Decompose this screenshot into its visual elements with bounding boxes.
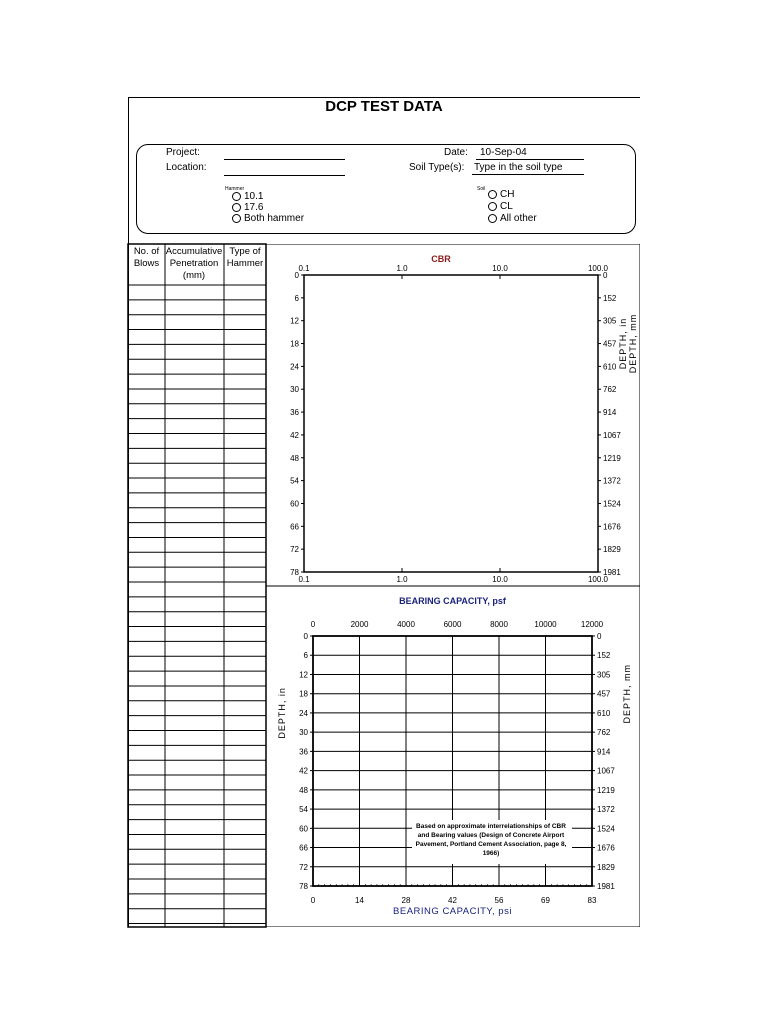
y2-tick-label: 610 xyxy=(603,362,617,372)
header-line: Accumulative xyxy=(165,246,223,257)
x-tick-label-top: 0 xyxy=(310,620,316,629)
date-value[interactable]: 10-Sep-04 xyxy=(480,147,527,158)
soil-types-field[interactable]: Type in the soil type xyxy=(474,162,563,173)
y-tick-label: 36 xyxy=(299,747,308,757)
location-label: Location: xyxy=(166,162,207,173)
plot-area xyxy=(304,275,598,572)
y2-tick-label: 1981 xyxy=(603,568,621,577)
y2-tick-label: 1981 xyxy=(597,882,615,891)
y2-tick-label: 1219 xyxy=(603,453,621,463)
y2-tick-label: 0 xyxy=(603,271,608,280)
y-tick-label: 6 xyxy=(294,293,299,303)
x2-tick-label-bottom: 42 xyxy=(448,896,457,905)
radio-label: CL xyxy=(500,201,513,212)
y2-tick-label: 914 xyxy=(597,747,611,757)
y2-tick-label: 1219 xyxy=(597,785,615,795)
y2-tick-label: 1676 xyxy=(597,843,615,853)
x-tick-label-top: 0.1 xyxy=(298,264,310,273)
y-tick-label: 30 xyxy=(290,385,299,395)
y-tick-label: 42 xyxy=(299,766,308,776)
chart-title: BEARING CAPACITY, psf xyxy=(399,596,506,606)
y-tick-label: 18 xyxy=(290,339,299,349)
x-tick-label-top: 10.0 xyxy=(492,264,508,273)
radio-label: All other xyxy=(500,213,537,224)
y2-tick-label: 305 xyxy=(603,316,617,326)
x-axis-label: BEARING CAPACITY, psi xyxy=(393,906,512,917)
x-tick-label-top: 6000 xyxy=(443,620,462,629)
x-tick-label-bottom: 100.0 xyxy=(587,575,609,584)
x2-tick-label-bottom: 83 xyxy=(587,896,597,905)
y2-tick-label: 1676 xyxy=(603,522,621,532)
radio-label: CH xyxy=(500,189,515,200)
hammer-caption: Hammer xyxy=(225,186,245,192)
y2-tick-label: 1372 xyxy=(603,476,621,486)
y-tick-label: 48 xyxy=(290,453,299,463)
y2-tick-label: 762 xyxy=(603,385,617,395)
y2-tick-label: 152 xyxy=(597,651,611,661)
y2-tick-label: 610 xyxy=(597,708,611,718)
y2-tick-label: 1372 xyxy=(597,805,615,815)
x-tick-label-top: 8000 xyxy=(490,620,508,629)
x-tick-label-bottom: 10.0 xyxy=(492,575,508,584)
y2-tick-label: 0 xyxy=(597,632,602,641)
y-tick-label: 72 xyxy=(299,862,308,872)
radio-label: Both hammer xyxy=(244,213,305,224)
y2-tick-label: 914 xyxy=(603,408,617,418)
y-tick-label: 24 xyxy=(299,708,308,718)
x-tick-label-top: 10000 xyxy=(534,620,557,629)
cbr-chart xyxy=(266,244,640,586)
x-tick-label-bottom: 1.0 xyxy=(396,575,408,584)
y2-tick-label: 457 xyxy=(603,339,617,349)
date-label: Date: xyxy=(444,147,468,158)
y-tick-label: 48 xyxy=(299,785,308,795)
soil-types-label: Soil Type(s): xyxy=(409,162,465,173)
y-tick-label: 18 xyxy=(299,689,308,699)
project-label: Project: xyxy=(166,147,200,158)
header-line: Hammer xyxy=(226,258,264,269)
y-tick-label: 0 xyxy=(294,271,299,280)
y2-tick-label: 1524 xyxy=(597,824,615,834)
x2-tick-label-bottom: 56 xyxy=(494,896,504,905)
x-tick-label-top: 4000 xyxy=(397,620,415,629)
header-line: No. of xyxy=(133,246,160,257)
y-tick-label: 78 xyxy=(299,882,308,891)
soil-caption: Soil xyxy=(477,186,486,192)
y-tick-label: 60 xyxy=(299,824,308,834)
y2-tick-label: 1524 xyxy=(603,499,621,509)
x2-tick-label-bottom: 28 xyxy=(401,896,411,905)
x2-tick-label-bottom: 14 xyxy=(355,896,364,905)
y-tick-label: 30 xyxy=(299,728,308,738)
y2-tick-label: 457 xyxy=(597,689,611,699)
table-border xyxy=(128,244,266,927)
y2-tick-label: 1829 xyxy=(597,862,615,872)
header-line: Penetration xyxy=(169,258,219,269)
radio-label: 17.6 xyxy=(244,202,264,213)
y-tick-label: 0 xyxy=(303,632,308,641)
bearing-capacity-chart xyxy=(266,586,640,927)
y-tick-label: 72 xyxy=(290,545,299,555)
y2-axis-label: DEPTH, mm xyxy=(622,663,632,724)
radio-label: 10.1 xyxy=(244,191,264,202)
y-tick-label: 42 xyxy=(290,430,299,440)
y-tick-label: 66 xyxy=(299,843,308,853)
y2-tick-label: 762 xyxy=(597,728,611,738)
chart-frame xyxy=(266,244,640,586)
y-tick-label: 36 xyxy=(290,408,299,418)
x2-tick-label-bottom: 0 xyxy=(310,896,316,905)
y-tick-label: 6 xyxy=(303,651,308,661)
y-axis-label: DEPTH, in xyxy=(277,687,287,739)
y2-tick-label: 305 xyxy=(597,670,611,680)
y-tick-label: 78 xyxy=(290,568,299,577)
y-axis-label: DEPTH, in xyxy=(618,317,628,370)
y2-tick-label: 1067 xyxy=(597,766,615,776)
y-tick-label: 54 xyxy=(290,476,299,486)
y-tick-label: 12 xyxy=(299,670,308,680)
chart-title: CBR xyxy=(431,254,451,264)
x-tick-label-top: 1.0 xyxy=(396,264,408,273)
x-tick-label-bottom: 0.1 xyxy=(298,575,310,584)
header-line: (mm) xyxy=(182,270,206,281)
y-tick-label: 54 xyxy=(299,805,308,815)
y-tick-label: 24 xyxy=(290,362,299,372)
header-line: Blows xyxy=(133,258,160,269)
chart-note: Based on approximate interrelationships of CBR and Bearing values (Design of Concrete Airport Pavement, Portland Cement Association, page 8, 1966) xyxy=(415,823,567,857)
x2-tick-label-bottom: 69 xyxy=(541,896,550,905)
header-line: Type of xyxy=(229,246,261,257)
y-tick-label: 60 xyxy=(290,499,299,509)
y-tick-label: 12 xyxy=(290,316,299,326)
y2-tick-label: 1829 xyxy=(603,545,621,555)
y2-tick-label: 152 xyxy=(603,293,617,303)
y2-tick-label: 1067 xyxy=(603,430,621,440)
x-tick-label-top: 2000 xyxy=(350,620,369,629)
y2-axis-label: DEPTH, mm xyxy=(628,313,638,374)
y-tick-label: 66 xyxy=(290,522,299,532)
page-title: DCP TEST DATA xyxy=(325,98,443,115)
x-tick-label-top: 12000 xyxy=(580,620,604,629)
x-tick-label-top: 100.0 xyxy=(587,264,609,273)
